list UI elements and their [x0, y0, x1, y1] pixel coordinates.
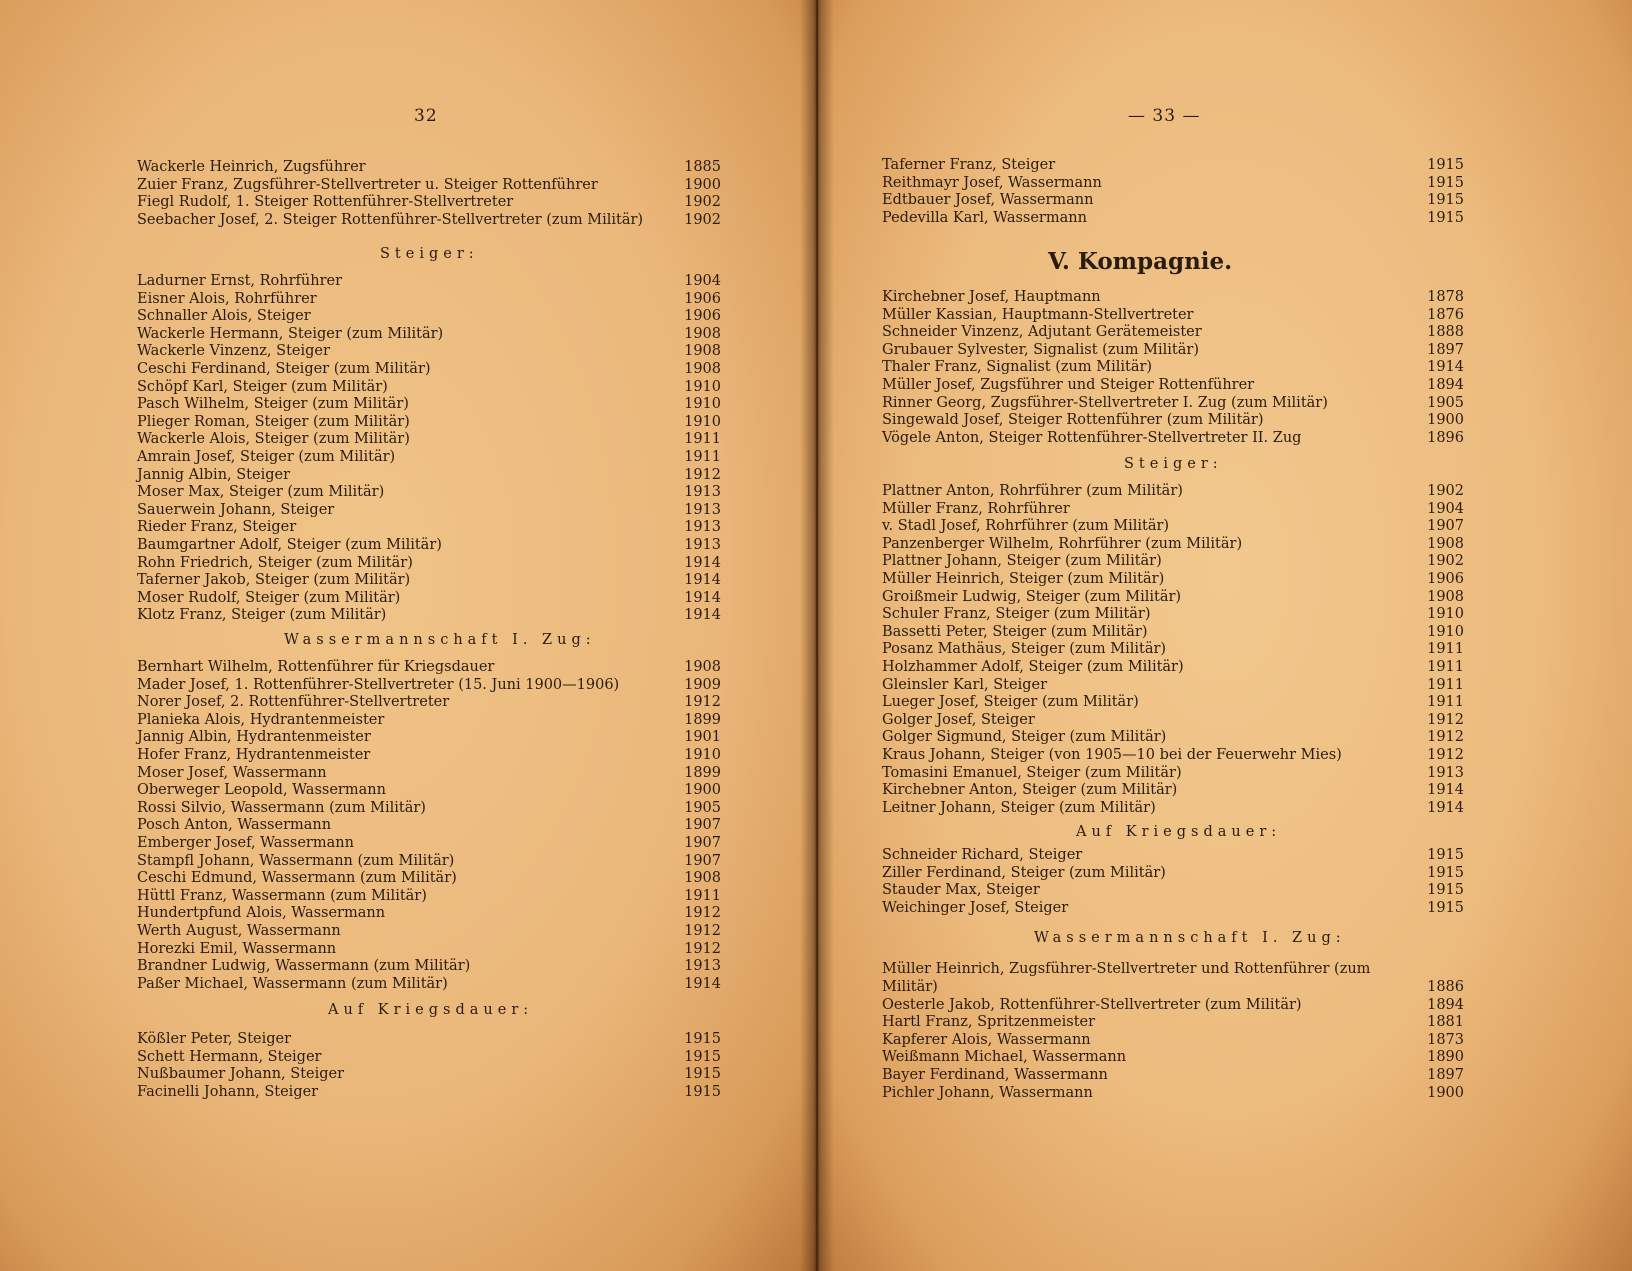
- entry-year: 1899: [684, 711, 721, 728]
- list-item: [137, 466, 721, 484]
- entry-name: Kraus Johann, Steiger (von 1905—10 bei der Feuerwehr Mies): [882, 747, 1342, 763]
- section-heading: V. Kompagnie.: [1048, 248, 1233, 275]
- list-item: [137, 413, 721, 431]
- entry-year: 1873: [1427, 1031, 1464, 1048]
- entry-name: Kapferer Alois, Wassermann: [882, 1031, 1091, 1048]
- list-item: [137, 957, 721, 975]
- entry-year: 1900: [684, 176, 721, 193]
- entry-year: 1885: [684, 159, 721, 175]
- list-item: [137, 307, 721, 325]
- list-item: [137, 658, 721, 676]
- entry-year: 1888: [1427, 324, 1464, 341]
- page-number: 32: [414, 106, 438, 126]
- list-item: [137, 193, 721, 211]
- entry-name: Oesterle Jakob, Rottenführer-Stellvertreter (zum Militär): [882, 996, 1302, 1013]
- entry-year: 1900: [1427, 1084, 1464, 1101]
- list-item: [882, 517, 1464, 535]
- entry-year: 1902: [684, 194, 721, 211]
- list-item: [137, 816, 721, 834]
- entry-name: Schnaller Alois, Steiger: [137, 308, 311, 325]
- entry-year: 1913: [684, 537, 721, 553]
- list-item: [137, 764, 721, 782]
- entry-year: 1913: [684, 958, 721, 975]
- entry-year: 1911: [1427, 694, 1464, 711]
- list-item: [882, 588, 1464, 606]
- entry-year: 1914: [1427, 799, 1464, 816]
- entry-name: Pedevilla Karl, Wassermann: [882, 209, 1087, 226]
- entry-year: 1881: [1427, 1014, 1464, 1031]
- list-item: [882, 500, 1464, 518]
- list-item: [137, 378, 721, 396]
- list-item: [137, 430, 721, 448]
- list-item: [137, 272, 721, 290]
- entry-year: 1914: [684, 607, 721, 624]
- list-item: [137, 940, 721, 958]
- page-number: — 33 —: [1128, 106, 1201, 126]
- entry-name: Amrain Josef, Steiger (zum Militär): [137, 449, 396, 465]
- entry-name: Hofer Franz, Hydrantenmeister: [137, 747, 371, 763]
- list-item: [137, 501, 721, 519]
- list-item: [137, 360, 721, 378]
- entry-name: Wackerle Vinzenz, Steiger: [137, 343, 330, 360]
- entry-name: Schöpf Karl, Steiger (zum Militär): [137, 378, 388, 395]
- entry-name: Hüttl Franz, Wassermann (zum Militär): [137, 887, 427, 904]
- entry-name: Rinner Georg, Zugsführer-Stellvertreter I. Zug (zum Militär): [882, 394, 1328, 411]
- list-item: [882, 1013, 1464, 1031]
- entry-name: v. Stadl Josef, Rohrführer (zum Militär): [882, 518, 1170, 535]
- list-item: [137, 395, 721, 413]
- list-item: [137, 342, 721, 360]
- list-item: [137, 176, 721, 194]
- entry-name: Taferner Franz, Steiger: [882, 157, 1056, 173]
- entry-year: 1915: [684, 1083, 721, 1100]
- entry-name: Lueger Josef, Steiger (zum Militär): [882, 694, 1139, 711]
- list-item: [882, 306, 1464, 324]
- entry-year: 1915: [684, 1048, 721, 1065]
- entry-year: 1900: [1427, 412, 1464, 429]
- entry-name: Oberweger Leopold, Wassermann: [137, 782, 386, 799]
- entry-name: Rohn Friedrich, Steiger (zum Militär): [137, 554, 413, 571]
- list-item: [137, 571, 721, 589]
- list-item: [882, 864, 1464, 882]
- entry-year: 1912: [684, 466, 721, 483]
- entry-year: 1890: [1427, 1049, 1464, 1066]
- entry-year: 1912: [684, 694, 721, 711]
- entry-name: Kößler Peter, Steiger: [137, 1031, 292, 1047]
- entry-name: Moser Max, Steiger (zum Militär): [137, 484, 385, 501]
- entry-name: Baumgartner Adolf, Steiger (zum Militär): [137, 537, 442, 553]
- list-item: [137, 693, 721, 711]
- entry-year: 1910: [1427, 606, 1464, 623]
- list-item: [137, 887, 721, 905]
- entry-year: 1897: [1427, 341, 1464, 358]
- entry-name: Mader Josef, 1. Rottenführer-Stellvertreter (15. Juni 1900—1906): [137, 676, 620, 693]
- entry-name: Moser Josef, Wassermann: [137, 764, 327, 781]
- entry-year: 1914: [1427, 782, 1464, 799]
- list-item: [882, 996, 1464, 1014]
- entry-name: Ceschi Edmund, Wassermann (zum Militär): [137, 870, 457, 887]
- list-item: [137, 483, 721, 501]
- entry-year: 1894: [1427, 377, 1464, 393]
- entry-name: Ziller Ferdinand, Steiger (zum Militär): [882, 864, 1166, 881]
- list-item: [882, 623, 1464, 641]
- entry-name: Posch Anton, Wassermann: [137, 817, 332, 834]
- entry-year: 1899: [684, 764, 721, 781]
- entry-year: 1897: [1427, 1067, 1464, 1083]
- entry-name: Ladurner Ernst, Rohrführer: [137, 273, 343, 289]
- entry-name: Seebacher Josef, 2. Steiger Rottenführer-Stellvertreter (zum Militär): [137, 211, 644, 228]
- list-item: [137, 325, 721, 343]
- entry-year: 1908: [684, 870, 721, 887]
- entry-name: Horezki Emil, Wassermann: [137, 940, 337, 957]
- entry-year: 1915: [1427, 157, 1464, 173]
- section-heading: Wassermannschaft I. Zug:: [1034, 930, 1346, 946]
- entry-name: Kirchebner Anton, Steiger (zum Militär): [882, 782, 1178, 799]
- entry-name: Gleinsler Karl, Steiger: [882, 676, 1048, 693]
- entry-name: Müller Franz, Rohrführer: [882, 500, 1070, 517]
- list-item: [137, 606, 721, 624]
- list-item: [137, 1048, 721, 1066]
- entry-year: 1911: [684, 449, 721, 465]
- entry-year: 1912: [684, 940, 721, 957]
- list-item: [882, 1084, 1464, 1102]
- entry-year: 1908: [684, 325, 721, 342]
- entry-year: 1915: [1427, 174, 1464, 191]
- entry-name: Jannig Albin, Steiger: [137, 466, 291, 483]
- entry-name: Brandner Ludwig, Wassermann (zum Militär): [137, 958, 471, 975]
- entry-year: 1911: [684, 887, 721, 904]
- entry-name: Kirchebner Josef, Hauptmann: [882, 289, 1101, 305]
- entry-name: Müller Heinrich, Zugsführer-Stellvertreter und Rottenführer (zum: [882, 961, 1371, 977]
- entry-name: Facinelli Johann, Steiger: [137, 1083, 319, 1100]
- entry-name: Nußbaumer Johann, Steiger: [137, 1066, 345, 1083]
- entry-name: Hartl Franz, Spritzenmeister: [882, 1014, 1096, 1031]
- entry-year: 1915: [1427, 899, 1464, 916]
- entry-name: Rossi Silvio, Wassermann (zum Militär): [137, 799, 426, 816]
- list-item: [137, 518, 721, 536]
- list-item: [882, 429, 1464, 447]
- entry-year: 1912: [1427, 729, 1464, 746]
- entry-name: Plieger Roman, Steiger (zum Militär): [137, 413, 410, 430]
- entry-name: Holzhammer Adolf, Steiger (zum Militär): [882, 659, 1184, 675]
- list-item: [137, 799, 721, 817]
- list-item: [882, 781, 1464, 799]
- entry-year: 1908: [1427, 588, 1464, 605]
- list-item: [137, 781, 721, 799]
- entry-name: Norer Josef, 2. Rottenführer-Stellvertreter: [137, 694, 450, 711]
- entry-year: 1896: [1427, 429, 1464, 446]
- list-item: [882, 174, 1464, 192]
- entry-year: 1913: [684, 519, 721, 536]
- entry-year: 1912: [1427, 711, 1464, 728]
- section-heading: Steiger:: [1124, 456, 1223, 472]
- list-item: [882, 711, 1464, 729]
- entry-name: Reithmayr Josef, Wassermann: [882, 174, 1102, 191]
- entry-name: Weißmann Michael, Wassermann: [882, 1049, 1127, 1066]
- list-item: [882, 728, 1464, 746]
- entry-year: 1878: [1427, 289, 1464, 305]
- list-item: [137, 1065, 721, 1083]
- entry-name: Plattner Johann, Steiger (zum Militär): [882, 553, 1162, 570]
- entry-name: Bassetti Peter, Steiger (zum Militär): [882, 623, 1148, 640]
- list-item: [882, 846, 1464, 864]
- entry-name: Leitner Johann, Steiger (zum Militär): [882, 799, 1156, 816]
- entry-name: Stauder Max, Steiger: [882, 882, 1040, 899]
- entry-name: Emberger Josef, Wassermann: [137, 835, 354, 851]
- entry-name: Fiegl Rudolf, 1. Steiger Rottenführer-Stellvertreter: [137, 194, 514, 211]
- list-item: [882, 799, 1464, 817]
- entry-year: 1900: [684, 782, 721, 799]
- entry-name: Militär): [882, 979, 938, 995]
- entry-name: Werth August, Wassermann: [137, 923, 341, 939]
- entry-name: Sauerwein Johann, Steiger: [137, 501, 335, 518]
- entry-name: Schneider Richard, Steiger: [882, 847, 1083, 863]
- list-item: [137, 922, 721, 940]
- entry-year: 1914: [684, 589, 721, 606]
- entry-name: Schuler Franz, Steiger (zum Militär): [882, 606, 1151, 623]
- entry-year: 1910: [684, 378, 721, 395]
- entry-name: Bayer Ferdinand, Wassermann: [882, 1067, 1108, 1083]
- list-item: [882, 899, 1464, 917]
- list-item: [137, 158, 721, 176]
- entry-name: Zuier Franz, Zugsführer-Stellvertreter u. Steiger Rottenführer: [137, 176, 598, 193]
- list-item: [882, 341, 1464, 359]
- list-item: [882, 156, 1464, 174]
- entry-name: Weichinger Josef, Steiger: [882, 899, 1069, 916]
- list-item: [882, 323, 1464, 341]
- entry-year: 1907: [684, 835, 721, 851]
- entry-name: Tomasini Emanuel, Steiger (zum Militär): [882, 764, 1182, 781]
- list-item: [882, 191, 1464, 209]
- entry-year: 1906: [684, 290, 721, 307]
- entry-year: 1915: [1427, 882, 1464, 899]
- entry-year: 1914: [1427, 359, 1464, 376]
- entry-name: Posanz Mathäus, Steiger (zum Militär): [882, 641, 1167, 658]
- entry-name: Pasch Wilhelm, Steiger (zum Militär): [137, 396, 409, 413]
- list-item: [137, 448, 721, 466]
- entry-name: Müller Josef, Zugsführer und Steiger Rottenführer: [882, 377, 1255, 393]
- entry-year: 1907: [684, 817, 721, 834]
- list-item: [882, 764, 1464, 782]
- entry-name: Schett Hermann, Steiger: [137, 1048, 322, 1065]
- entry-year: 1886: [1427, 979, 1464, 995]
- entry-year: 1911: [1427, 659, 1464, 675]
- entry-name: Hundertpfund Alois, Wassermann: [137, 905, 386, 922]
- entry-year: 1910: [684, 747, 721, 763]
- entry-name: Pichler Johann, Wassermann: [882, 1084, 1093, 1101]
- entry-year: 1915: [1427, 209, 1464, 226]
- entry-name: Edtbauer Josef, Wassermann: [882, 192, 1094, 209]
- entry-year: 1911: [1427, 641, 1464, 658]
- entry-name: Klotz Franz, Steiger (zum Militär): [137, 607, 387, 624]
- entry-name: Schneider Vinzenz, Adjutant Gerätemeister: [882, 324, 1202, 341]
- entry-year: 1913: [1427, 764, 1464, 781]
- entry-year: 1910: [684, 413, 721, 430]
- section-heading: Steiger:: [380, 246, 479, 262]
- list-item: [882, 1031, 1464, 1049]
- entry-year: 1908: [684, 343, 721, 360]
- entry-name: Wackerle Hermann, Steiger (zum Militär): [137, 325, 444, 342]
- entry-name: Grubauer Sylvester, Signalist (zum Militär): [882, 341, 1199, 358]
- list-item: [882, 605, 1464, 623]
- entry-year: 1912: [684, 923, 721, 939]
- list-item: [882, 394, 1464, 412]
- entry-year: 1915: [684, 1031, 721, 1047]
- list-item: [882, 978, 1464, 996]
- entry-name: Golger Sigmund, Steiger (zum Militär): [882, 729, 1167, 746]
- entry-year: 1902: [684, 211, 721, 228]
- list-item: [882, 960, 1464, 978]
- list-item: [137, 834, 721, 852]
- entry-year: 1908: [684, 361, 721, 377]
- list-item: [137, 554, 721, 572]
- entry-year: 1911: [1427, 676, 1464, 693]
- list-item: [882, 640, 1464, 658]
- list-item: [882, 570, 1464, 588]
- entry-year: 1906: [1427, 571, 1464, 587]
- entry-year: 1901: [684, 729, 721, 746]
- list-item: [137, 852, 721, 870]
- list-item: [137, 589, 721, 607]
- entry-year: 1907: [684, 852, 721, 869]
- list-item: [882, 376, 1464, 394]
- list-item: [882, 881, 1464, 899]
- entry-year: 1912: [684, 905, 721, 922]
- entry-name: Planieka Alois, Hydrantenmeister: [137, 711, 385, 728]
- entry-year: 1876: [1427, 306, 1464, 323]
- entry-name: Paßer Michael, Wassermann (zum Militär): [137, 975, 448, 992]
- entry-year: 1908: [1427, 535, 1464, 552]
- entry-name: Plattner Anton, Rohrführer (zum Militär): [882, 483, 1183, 499]
- entry-name: Stampfl Johann, Wassermann (zum Militär): [137, 852, 455, 869]
- list-item: [882, 288, 1464, 306]
- entry-year: 1908: [684, 659, 721, 675]
- list-item: [882, 658, 1464, 676]
- entry-year: 1912: [1427, 747, 1464, 763]
- list-item: [137, 211, 721, 229]
- entry-year: 1915: [1427, 192, 1464, 209]
- entry-year: 1906: [684, 308, 721, 325]
- list-item: [882, 358, 1464, 376]
- list-item: [137, 746, 721, 764]
- entry-year: 1894: [1427, 996, 1464, 1013]
- entry-name: Groißmeir Ludwig, Steiger (zum Militär): [882, 588, 1182, 605]
- entry-name: Golger Josef, Steiger: [882, 711, 1035, 728]
- entry-year: 1905: [1427, 394, 1464, 411]
- list-item: [137, 728, 721, 746]
- entry-name: Panzenberger Wilhelm, Rohrführer (zum Militär): [882, 535, 1243, 552]
- entry-year: 1915: [1427, 864, 1464, 881]
- list-item: [882, 1048, 1464, 1066]
- list-item: [137, 536, 721, 554]
- section-heading: Auf Kriegsdauer:: [1076, 824, 1282, 840]
- entry-year: 1914: [684, 572, 721, 589]
- list-item: [882, 676, 1464, 694]
- list-item: [882, 411, 1464, 429]
- entry-year: 1902: [1427, 483, 1464, 499]
- list-item: [882, 535, 1464, 553]
- list-item: [882, 746, 1464, 764]
- entry-year: 1913: [684, 484, 721, 501]
- list-item: [882, 552, 1464, 570]
- entry-name: Ceschi Ferdinand, Steiger (zum Militär): [137, 361, 431, 377]
- entry-year: 1914: [684, 554, 721, 571]
- section-heading: Wassermannschaft I. Zug:: [284, 632, 596, 648]
- list-item: [137, 676, 721, 694]
- entry-name: Wackerle Alois, Steiger (zum Militär): [137, 431, 410, 448]
- list-item: [882, 1066, 1464, 1084]
- list-item: [137, 711, 721, 729]
- entry-year: 1910: [1427, 623, 1464, 640]
- entry-name: Müller Heinrich, Steiger (zum Militär): [882, 571, 1165, 587]
- entry-name: Müller Kassian, Hauptmann-Stellvertreter: [882, 306, 1194, 323]
- list-item: [137, 290, 721, 308]
- list-item: [137, 1083, 721, 1101]
- right-page: [818, 0, 1632, 1271]
- entry-year: 1904: [684, 273, 721, 289]
- entry-name: Moser Rudolf, Steiger (zum Militär): [137, 589, 401, 606]
- section-heading: Auf Kriegsdauer:: [328, 1002, 534, 1018]
- entry-name: Vögele Anton, Steiger Rottenführer-Stellvertreter II. Zug: [882, 429, 1302, 446]
- list-item: [137, 904, 721, 922]
- list-item: [882, 209, 1464, 227]
- entry-year: 1915: [684, 1066, 721, 1083]
- entry-year: 1913: [684, 501, 721, 518]
- entry-year: 1911: [684, 431, 721, 448]
- list-item: [137, 975, 721, 993]
- entry-name: Wackerle Heinrich, Zugsführer: [137, 159, 366, 175]
- list-item: [137, 1030, 721, 1048]
- entry-name: Thaler Franz, Signalist (zum Militär): [882, 359, 1153, 376]
- entry-name: Singewald Josef, Steiger Rottenführer (zum Militär): [882, 412, 1264, 429]
- entry-name: Bernhart Wilhelm, Rottenführer für Kriegsdauer: [137, 659, 495, 675]
- entry-year: 1904: [1427, 500, 1464, 517]
- entry-year: 1915: [1427, 847, 1464, 863]
- entry-year: 1905: [684, 799, 721, 816]
- list-item: [882, 482, 1464, 500]
- entry-year: 1914: [684, 975, 721, 992]
- entry-year: 1910: [684, 396, 721, 413]
- list-item: [882, 693, 1464, 711]
- entry-name: Rieder Franz, Steiger: [137, 519, 297, 536]
- entry-year: 1909: [684, 676, 721, 693]
- entry-year: 1907: [1427, 518, 1464, 535]
- entry-year: 1902: [1427, 553, 1464, 570]
- entry-name: Taferner Jakob, Steiger (zum Militär): [137, 572, 411, 589]
- entry-name: Eisner Alois, Rohrführer: [137, 290, 317, 307]
- entry-name: Jannig Albin, Hydrantenmeister: [137, 729, 371, 746]
- list-item: [137, 869, 721, 887]
